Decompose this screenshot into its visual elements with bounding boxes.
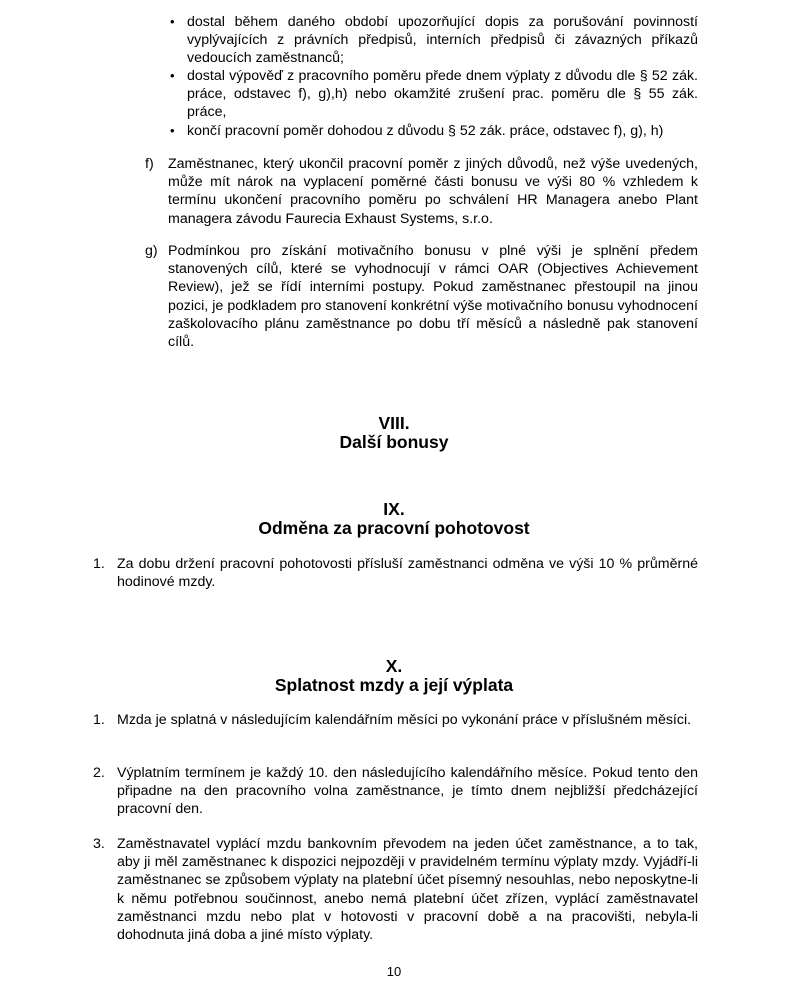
item-text: Výplatním termínem je každý 10. den následujícího kalendářního měsíce. Pokud tento den připadne na den pracovního volna zaměstnance, je tímto dnem nejbližší předcházející pracovní den. [117,765,698,818]
bullet-item: • dostal během daného období upozorňující dopis za porušování povinností vyplývajících z právních předpisů, interních předpisů či závazných příkazů vedoucích zaměstnanců; [187,13,698,67]
paragraph-text: Zaměstnanec, který ukončil pracovní poměr z jiných důvodů, než výše uvedených, může mít nárok na vyplacení poměrné části bonusu ve výši 80 % vzhledem k termínu ukončení pracovního poměru po schválení HR Managera anebo Plant managera závodu Faurecia Exhaust Systems, s.r.o. [168,156,698,227]
item-number: 1. [93,712,105,728]
section-number: X. [385,656,403,676]
bullet-list [187,13,698,140]
item-text: Mzda je splatná v následujícím kalendářním měsíci po vykonání práce v příslušném měsíci. [117,712,692,728]
item-number: 1. [93,556,105,572]
numbered-item [93,764,698,819]
paragraph-marker: f) [145,156,154,172]
numbered-item [93,555,698,591]
section-title: Splatnost mzdy a její výplata [274,675,514,695]
paragraph-g [145,242,698,351]
section-title: Další bonusy [339,432,449,452]
paragraph-f [145,155,698,228]
bullet-item: • končí pracovní poměr dohodou z důvodu § 52 zák. práce, odstavec f), g), h) [187,122,698,140]
paragraph-text: Podmínkou pro získání motivačního bonusu v plné výši je splnění předem stanovených cílů, které se vyhodnocují v rámci OAR (Objectives Achievement Review), jež se řídí interními postupy. Pokud zaměstnanec přestoupil na jinou pozici, je podkladem pro stanovení konkrétní výše motivačního bonusu vyhodnocení zaškolovacího plánu zaměstnance po dobu tří měsíců a následně pak stanovení cílů. [168,243,698,351]
section-number: IX. [383,499,405,519]
page-number: 10 [386,964,402,979]
item-text: Za dobu držení pracovní pohotovosti přísluší zaměstnanci odměna ve výši 10 % průměrné hodinové mzdy. [117,556,698,591]
section-number: VIII. [378,413,410,433]
bullet-item: • dostal výpověď z pracovního poměru přede dnem výplaty z důvodu dle § 52 zák. práce, odstavec f), g),h) nebo okamžité zrušení prac. poměru dle § 55 zák. práce, [187,67,698,121]
paragraph-marker: g) [145,243,158,259]
numbered-item [93,835,698,944]
item-number: 3. [93,836,105,852]
numbered-item [93,711,698,729]
section-title: Odměna za pracovní pohotovost [258,518,530,538]
item-text: Zaměstnavatel vyplácí mzdu bankovním převodem na jeden účet zaměstnance, a to tak, aby ji měl zaměstnanec k dispozici nejpozději v pravidelném termínu výplaty mzdy. Vyjádří-li zaměstnanec se způsobem výplaty na platební účet písemný nesouhlas, nebo neposkytne-li k němu potřebnou součinnost, anebo nemá platební účet zřízen, vyplácí zaměstnavatel zaměstnanci mzdu nebo plat v hotovosti v pracovní době a na pracovišti, nebyla-li dohodnuta jiná doba a jiné místo výplaty. [117,836,698,944]
item-number: 2. [93,765,105,781]
